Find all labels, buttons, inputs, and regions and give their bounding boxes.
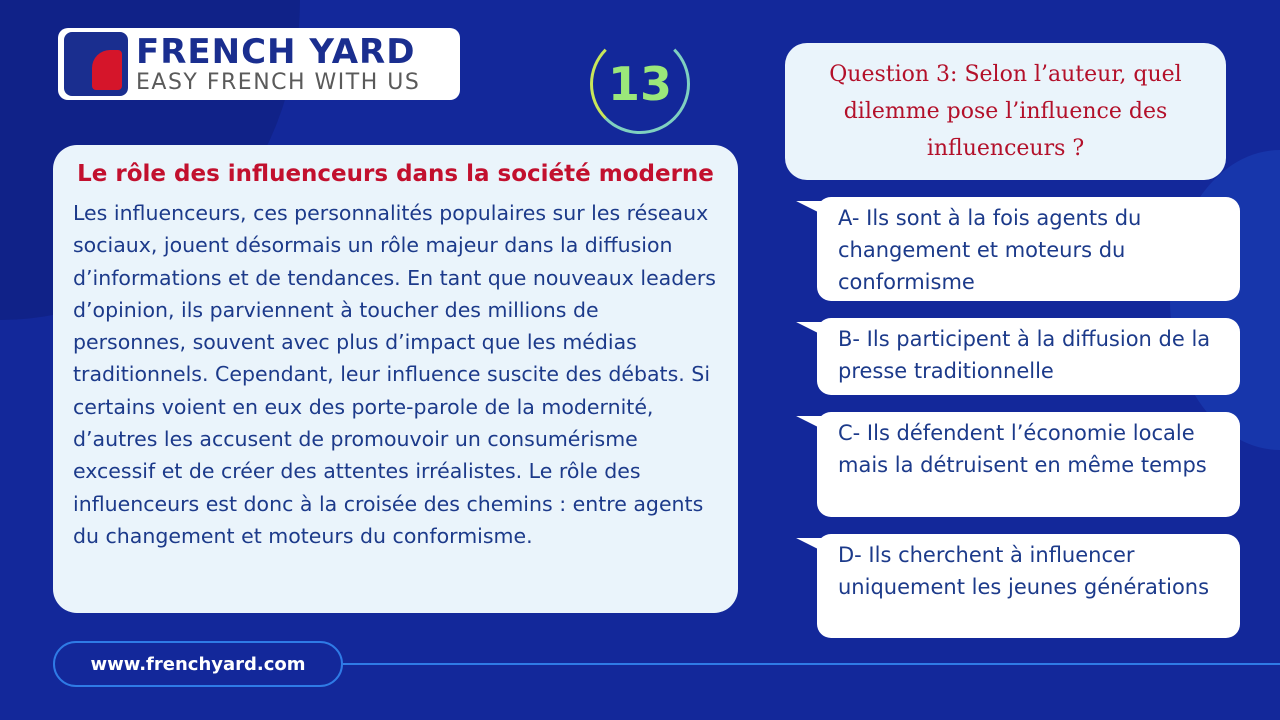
option-b[interactable]: B- Ils participent à la diffusion de la presse traditionnelle <box>817 318 1240 395</box>
logo-title: FRENCH YARD <box>136 31 416 72</box>
logo-flag-icon <box>64 32 128 96</box>
reading-text-card <box>53 145 738 613</box>
option-a[interactable]: A- Ils sont à la fois agents du changement et moteurs du conformisme <box>817 197 1240 301</box>
text-body: Les influenceurs, ces personnalités populaires sur les réseaux sociaux, jouent désormais un rôle majeur dans la diffusion d’informations et de tendances. En tant que nouveaux leaders d’opinion, ils parviennent à toucher des millions de personnes, souvent avec plus d’impact que les médias traditionnels. Cependant, leur influence suscite des débats. Si certains voient en eux des porte-parole de la modernité, d’autres les accusent de promouvoir un consumérisme excessif et de créer des attentes irréalistes. Le rôle des influenceurs est donc à la croisée des chemins : entre agents du changement et moteurs du conformisme. <box>73 201 716 548</box>
option-c[interactable]: C- Ils défendent l’économie locale mais la détruisent en même temps <box>817 412 1240 517</box>
option-d[interactable]: D- Ils cherchent à influencer uniquement les jeunes générations <box>817 534 1240 638</box>
divider-line <box>343 663 1280 665</box>
text-title: Le rôle des influenceurs dans la société moderne <box>77 161 714 187</box>
logo <box>58 28 460 100</box>
website-link[interactable]: www.frenchyard.com <box>53 641 343 687</box>
question-number-badge: 13 <box>590 34 690 134</box>
logo-tagline: EASY FRENCH WITH US <box>136 69 421 95</box>
question-card: Question 3: Selon l’auteur, quel dilemme pose l’influence des influenceurs ? <box>785 43 1226 180</box>
